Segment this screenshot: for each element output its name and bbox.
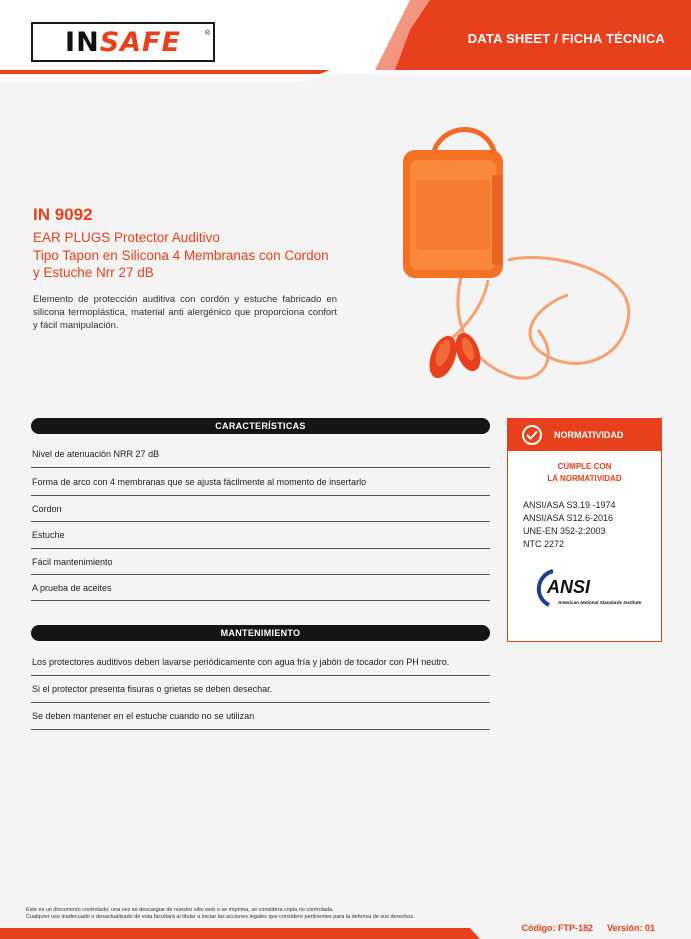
logo-text-safe: SAFE <box>99 26 181 58</box>
list-item: A prueba de aceites <box>31 575 490 601</box>
cumple-line: CUMPLE CON <box>557 462 612 471</box>
mantenimiento-header: MANTENIMIENTO <box>31 625 490 641</box>
standard-item: ANSI/ASA S3.19 -1974 <box>523 500 616 510</box>
standard-item: ANSI/ASA S12.6-2016 <box>523 513 614 523</box>
codigo-label: Código: FTP-182 <box>521 923 593 933</box>
product-code: IN 9092 <box>33 205 93 224</box>
caracteristicas-list <box>31 441 490 601</box>
list-item: Estuche <box>31 522 490 549</box>
product-name <box>33 229 373 282</box>
check-circle-icon <box>522 425 542 445</box>
ansi-logo <box>533 567 645 609</box>
cumple-normatividad <box>508 461 661 485</box>
footer-note-line: Este es un documento controlado; una vez se descargue de nuestro sitio web o se imprima, se considera copia no controlada. <box>26 907 334 913</box>
list-item: Si el protector presenta fisuras o grietas se deben desechar. <box>31 676 490 703</box>
mantenimiento-list <box>31 648 490 730</box>
standards-list <box>508 499 661 551</box>
list-item: Forma de arco con 4 membranas que se ajusta fácilmente al momento de insertarlo <box>31 468 490 496</box>
ansi-logo-text: ANSI <box>547 577 591 597</box>
list-item: Cordon <box>31 496 490 522</box>
ansi-logo-caption: American National Standards Institute <box>558 600 642 605</box>
product-name-line: Tipo Tapon en Silicona 4 Membranas con Cordon <box>33 247 329 263</box>
product-description: Elemento de protección auditiva con cordón y estuche fabricado en silicona termoplástica, material anti alergénico que proporciona confort y fácil manipulación. <box>33 294 337 331</box>
list-item: Se deben mantener en el estuche cuando no se utilizan <box>31 703 490 730</box>
cumple-line: LA NORMATIVIDAD <box>547 474 622 483</box>
list-item: Los protectores auditivos deben lavarse periódicamente con agua fría y jabón de tocador con PH neutro. <box>31 648 490 676</box>
product-name-line: y Estuche Nrr 27 dB <box>33 265 154 280</box>
document-code <box>521 923 655 933</box>
product-name-line: EAR PLUGS Protector Auditivo <box>33 230 220 245</box>
footer-note <box>26 907 415 921</box>
insafe-logo <box>31 22 215 62</box>
version-label: Versión: 01 <box>606 923 655 933</box>
caracteristicas-header: CARACTERÍSTICAS <box>31 418 490 434</box>
header-bar <box>0 0 691 82</box>
standard-item: NTC 2272 <box>523 539 565 549</box>
list-item: Nivel de atenuación NRR 27 dB <box>31 441 490 468</box>
standard-item: UNE-EN 352-2:2003 <box>523 526 606 536</box>
page-title: DATA SHEET / FICHA TÉCNICA <box>467 31 665 46</box>
logo-text-in: IN <box>65 26 100 58</box>
normatividad-title: NORMATIVIDAD <box>554 430 624 440</box>
normatividad-header <box>508 419 661 451</box>
normatividad-box <box>507 418 662 642</box>
footer-note-line: Cualquier uso inadecuado o desactualizado de esta facultará al titular a iniciar las acciones legales que considere pertinentes para la defensa de sus derechos. <box>26 914 415 920</box>
earplugs-product-image <box>388 120 638 395</box>
registered-mark: ® <box>204 30 210 37</box>
list-item: Fácil mantenimiento <box>31 549 490 575</box>
